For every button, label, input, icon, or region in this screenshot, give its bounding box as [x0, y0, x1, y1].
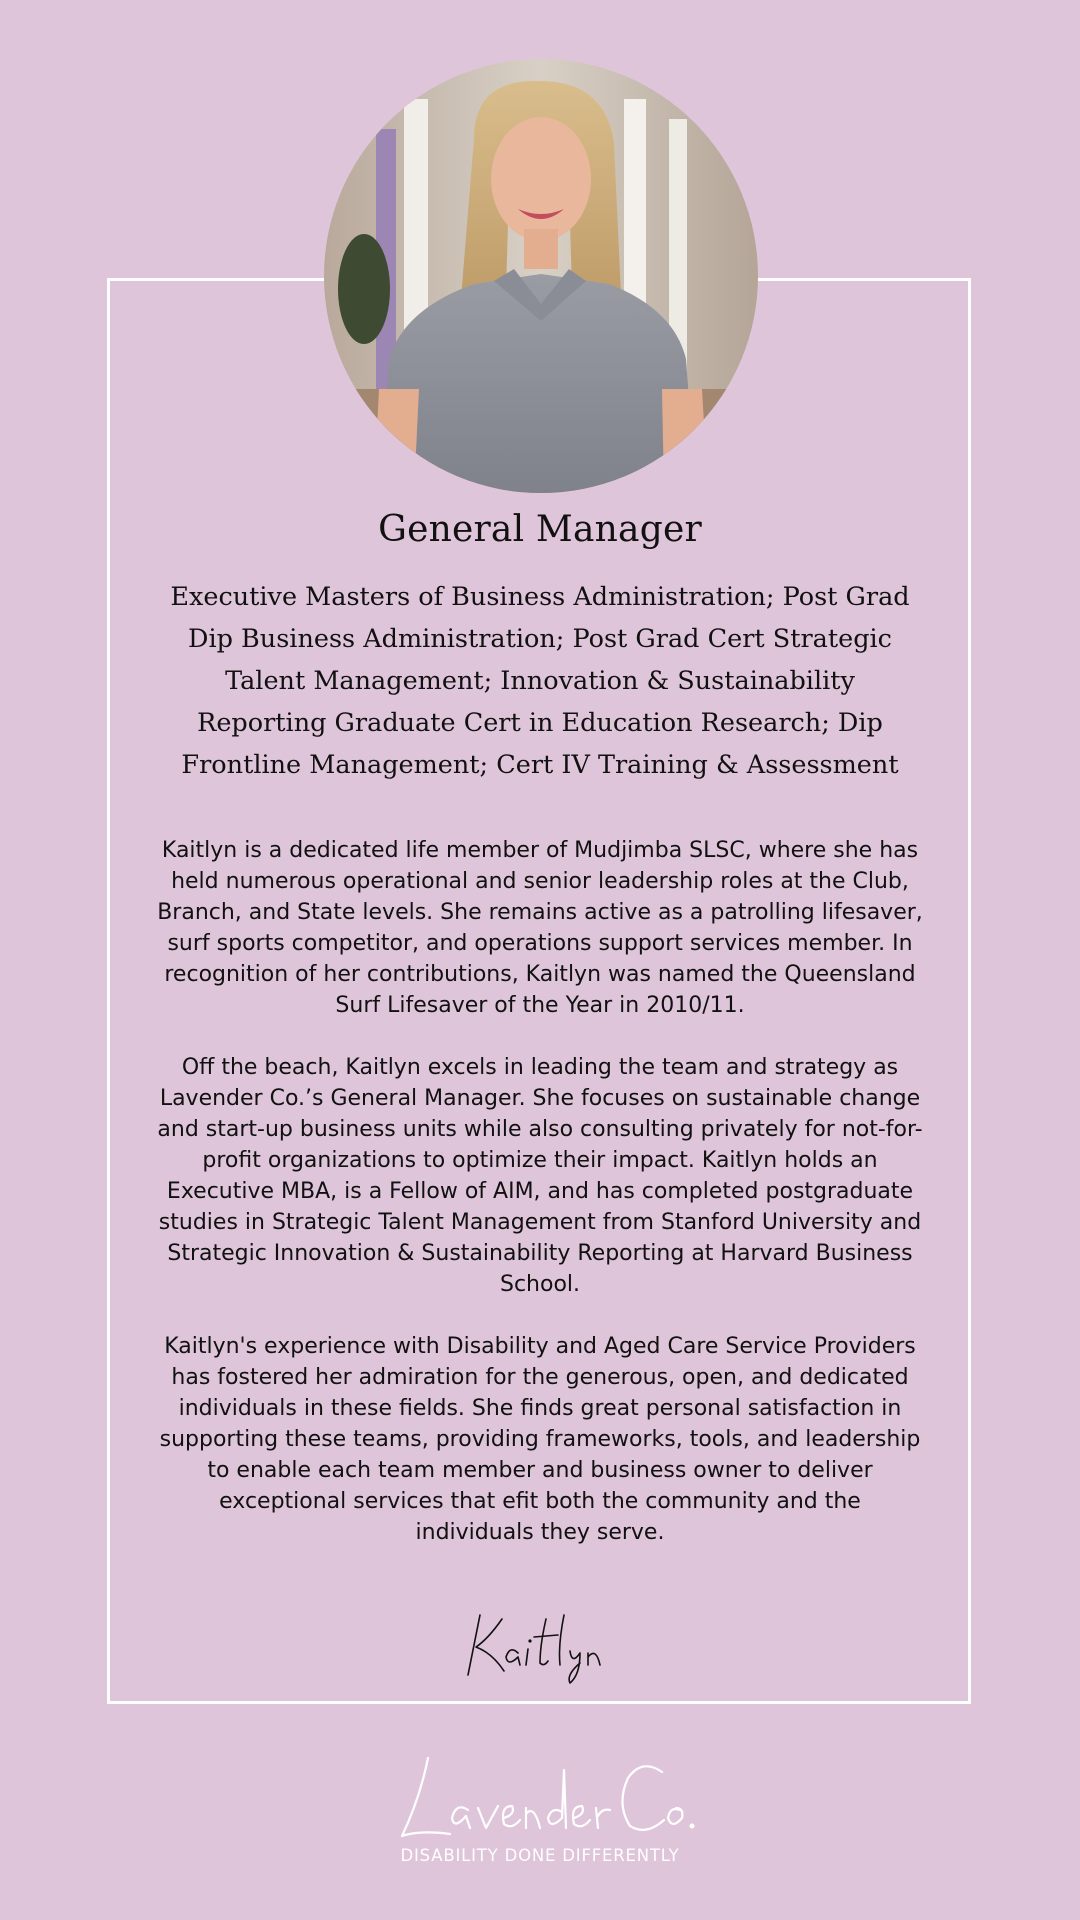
bio-section [157, 835, 923, 1579]
bio-paragraph-2: Off the beach, Kaitlyn excels in leading the team and strategy as Lavender Co.’s General Manager. She focuses on sustainable change and start-up business units while also consulting privately for not-for-profit organizations to optimize their impact. Kaitlyn holds an Executive MBA, is a Fellow of AIM, and has completed postgraduate studies in Strategic Talent Management from Stanford University and Strategic Innovation & Sustainability Reporting at Harvard Business School. [157, 1055, 923, 1297]
role-title: General Manager [378, 509, 702, 550]
portrait-photo [324, 59, 758, 493]
brand-tagline: DISABILITY DONE DIFFERENTLY [400, 1846, 680, 1865]
bio-paragraph-1: Kaitlyn is a dedicated life member of Mudjimba SLSC, where she has held numerous operational and senior leadership roles at the Club, Branch, and State levels. She remains active as a patrolling lifesaver, surf sports competitor, and operations support services member. In recognition of her contributions, Kaitlyn was named the Queensland Surf Lifesaver of the Year in 2010/11. [157, 838, 923, 1018]
bio-paragraph-3: Kaitlyn's experience with Disability and Aged Care Service Providers has fostered her admiration for the generous, open, and dedicated individuals in these fields. She finds great personal satisfaction in supporting these teams, providing frameworks, tools, and leadership to enable each team member and business owner to deliver exceptional services that efit both the community and the individuals they serve. [159, 1334, 921, 1545]
brand-logo [380, 1748, 700, 1848]
signature [440, 1605, 640, 1685]
qualifications: Executive Masters of Business Administration; Post Grad Dip Business Administration; Post Grad Cert Strategic Talent Management; Innovation & Sustainability Reporting Graduate Cert in Education Research; Dip Frontline Management; Cert IV Training & Assessment [170, 582, 910, 780]
